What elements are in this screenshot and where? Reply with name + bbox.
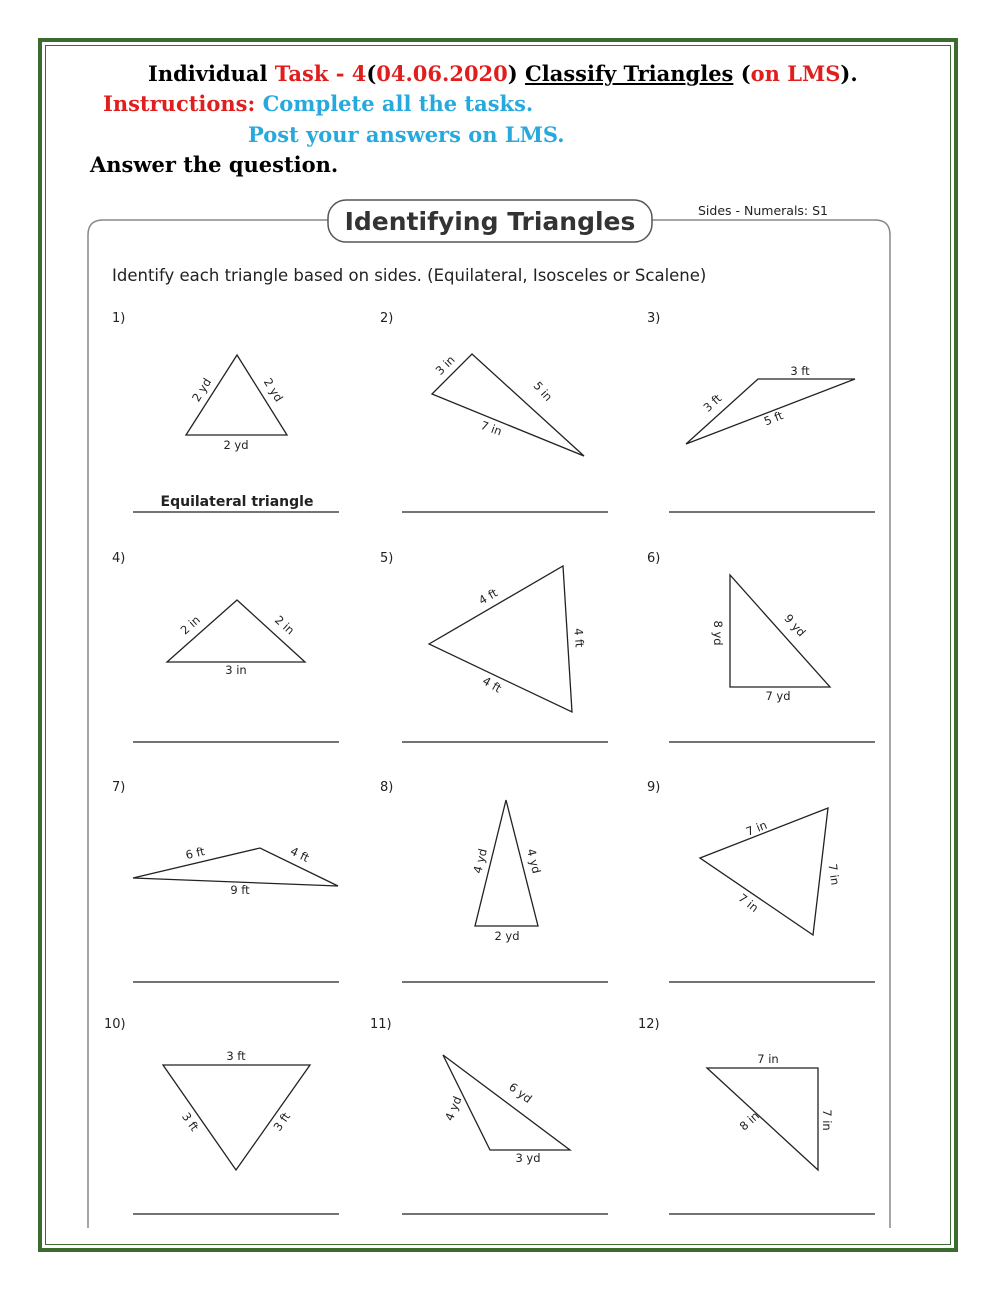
side-label: 6 ft	[184, 844, 207, 863]
header-individual: Individual	[148, 61, 268, 86]
worksheet-frame-right	[652, 220, 890, 1228]
problem-number: 12)	[638, 1017, 660, 1032]
answer-text-1: Equilateral triangle	[160, 494, 314, 510]
side-label: 3 in	[225, 663, 247, 677]
problem-number: 3)	[647, 311, 661, 326]
side-label: 4 yd	[470, 847, 490, 875]
header-date: 04.06.2020	[376, 61, 508, 86]
problem-number: 8)	[380, 780, 394, 795]
side-label: 9 yd	[781, 611, 809, 640]
side-label: 2 yd	[494, 929, 520, 943]
side-label: 7 yd	[765, 689, 791, 703]
problem-number: 4)	[112, 551, 126, 566]
side-label: 2 in	[272, 612, 298, 638]
side-label: 7 in	[757, 1052, 779, 1066]
side-label: 7 in	[735, 890, 762, 915]
side-label: 7 in	[825, 862, 843, 887]
side-label: 6 yd	[506, 1079, 535, 1106]
triangle-6	[730, 575, 830, 687]
side-label: 5 in	[530, 378, 556, 404]
instructions-text-1: Complete all the tasks.	[262, 91, 534, 116]
side-label: 3 ft	[178, 1109, 202, 1134]
side-label: 3 ft	[270, 1109, 294, 1134]
problem-number: 5)	[380, 551, 394, 566]
problem-number: 1)	[112, 311, 126, 326]
triangle-5	[429, 566, 572, 712]
triangle-12	[707, 1068, 818, 1170]
side-label: 8 yd	[711, 620, 725, 646]
header-paren-close: )	[507, 61, 518, 86]
problem-number: 9)	[647, 780, 661, 795]
side-label: 3 ft	[790, 364, 810, 378]
header-end: ).	[840, 61, 858, 86]
side-label: 4 ft	[287, 843, 312, 865]
side-label: 5 ft	[761, 408, 786, 429]
instructions-text-2: Post your answers on LMS.	[248, 122, 565, 147]
side-label: 7 in	[820, 1109, 834, 1131]
instructions-label: Instructions:	[103, 91, 256, 116]
problem-number: 11)	[370, 1017, 392, 1032]
side-label: 2 yd	[260, 375, 286, 405]
problem-number: 6)	[647, 551, 661, 566]
side-label: 8 in	[736, 1108, 762, 1134]
problem-number: 7)	[112, 780, 126, 795]
worksheet-code: Sides - Numerals: S1	[698, 203, 828, 218]
side-label: 4 yd	[524, 847, 544, 875]
worksheet-title: Identifying Triangles	[344, 207, 636, 236]
problem-number: 2)	[380, 311, 394, 326]
problem-number: 10)	[104, 1017, 126, 1032]
worksheet-prompt: Identify each triangle based on sides. (Equilateral, Isosceles or Scalene)	[112, 266, 707, 285]
header-paren-open: (	[366, 61, 377, 86]
header-paren-open-2: (	[740, 61, 751, 86]
worksheet-frame-left	[88, 220, 330, 1228]
side-label: 4 ft	[571, 627, 587, 648]
question-text: Answer the question.	[90, 152, 339, 177]
side-label: 2 yd	[223, 438, 249, 452]
side-label: 4 yd	[442, 1094, 465, 1123]
header-on-lms: on LMS	[750, 61, 841, 86]
side-label: 3 ft	[226, 1049, 246, 1063]
side-label: 7 in	[743, 817, 770, 839]
side-label: 2 in	[177, 612, 203, 638]
side-label: 2 yd	[189, 375, 215, 405]
side-label: 3 yd	[515, 1151, 541, 1165]
side-label: 3 ft	[700, 391, 725, 415]
side-label: 7 in	[478, 417, 504, 439]
side-label: 4 ft	[476, 585, 500, 608]
triangle-2	[432, 354, 584, 456]
side-label: 9 ft	[230, 883, 250, 897]
side-label: 4 ft	[480, 673, 504, 696]
side-label: 3 in	[432, 352, 458, 378]
header-task: Task - 4	[274, 61, 367, 86]
header-topic: Classify Triangles	[525, 61, 734, 86]
